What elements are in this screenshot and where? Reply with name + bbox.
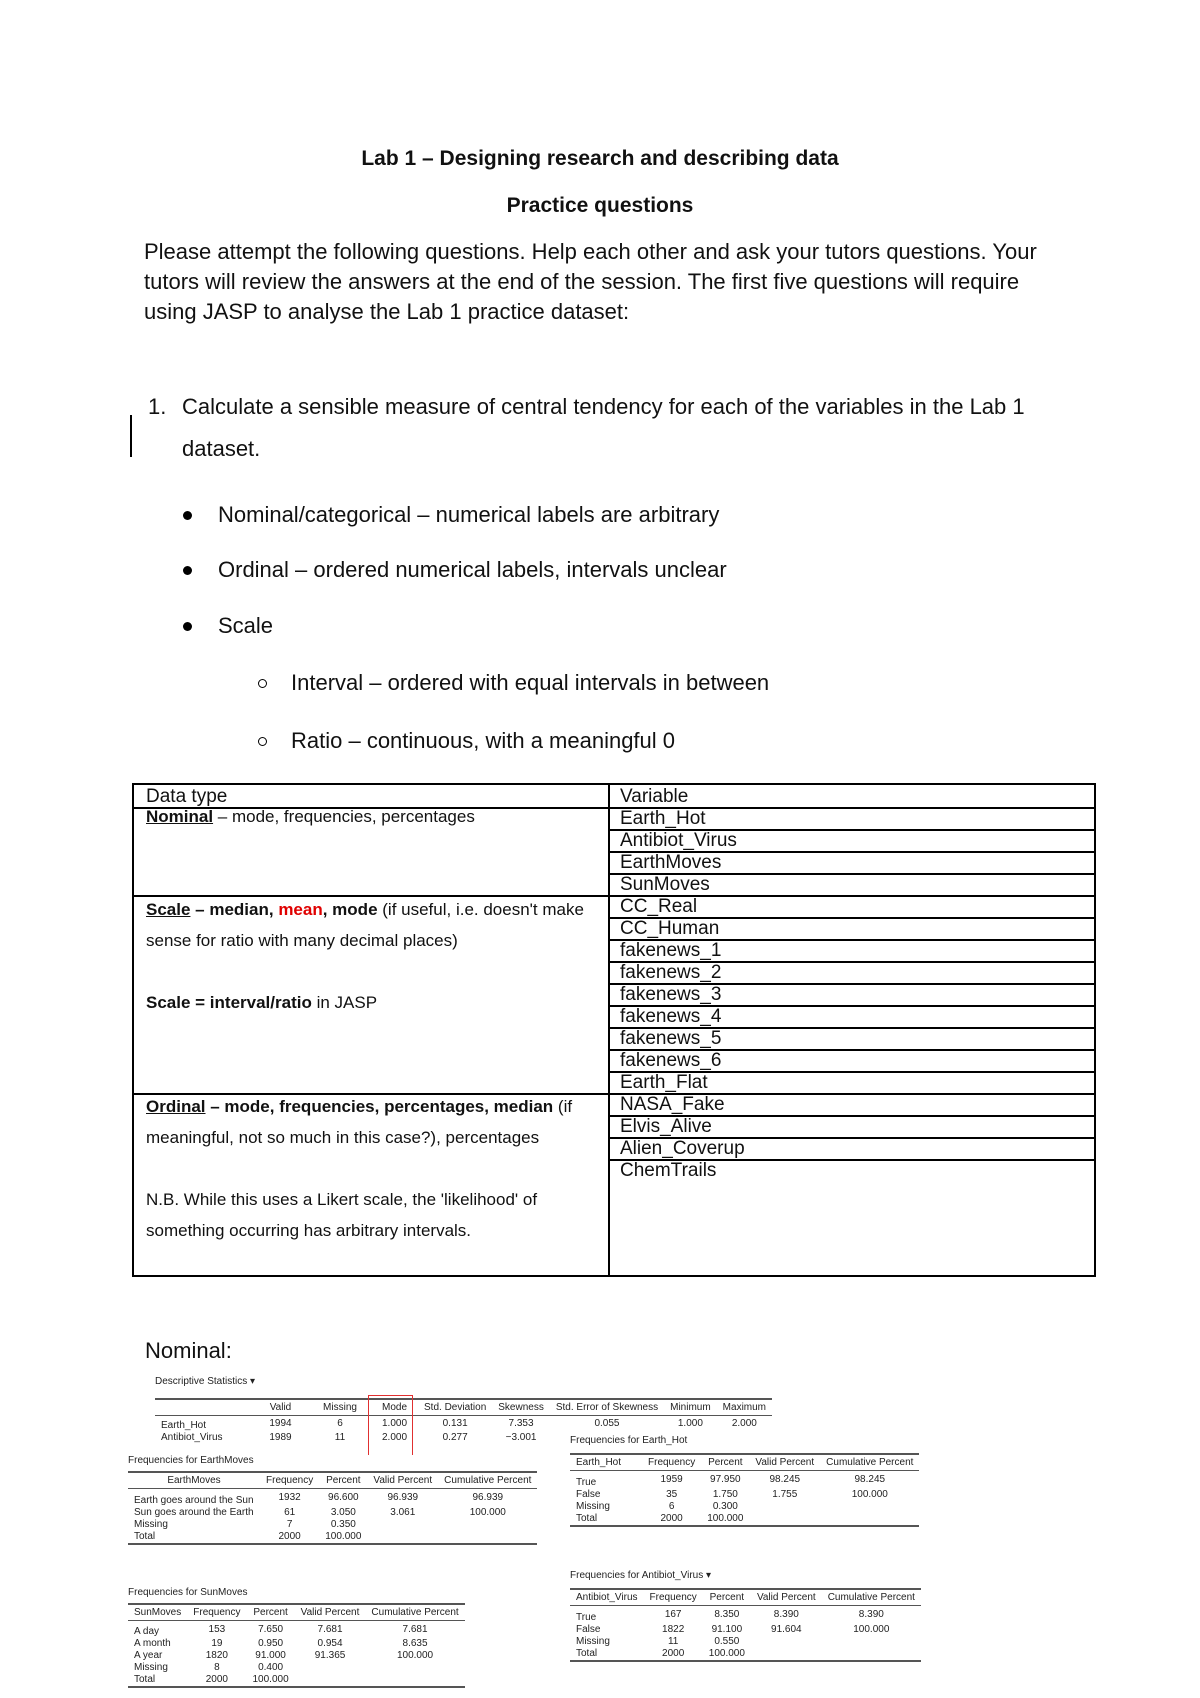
column-header: Missing (309, 1399, 371, 1416)
table-cell: 96.600 (328, 1492, 359, 1503)
table-cell: Earth goes around the Sun (134, 1495, 254, 1506)
nominal-description (146, 806, 596, 828)
table-row (570, 1648, 921, 1661)
frequencies-earthmoves-table (128, 1455, 548, 1565)
table-cell: 91.100 (711, 1624, 743, 1635)
table-cell: 167 (664, 1609, 682, 1620)
table-cell: 96.939 (387, 1492, 419, 1503)
column-header: Earth_Hot (570, 1454, 642, 1471)
nominal-heading: Nominal: (145, 1338, 232, 1363)
table-cell: 100.000 (396, 1650, 434, 1661)
table-cell: 0.131 (442, 1418, 468, 1429)
table-cell (822, 1648, 921, 1661)
table-cell: 91.365 (314, 1650, 346, 1661)
table-cell: 1822 (662, 1624, 685, 1635)
column-header: Minimum (664, 1399, 717, 1416)
table-row (128, 1489, 537, 1508)
table-cell: Total (128, 1531, 260, 1544)
table-cell: Sun goes around the Earth (134, 1507, 254, 1518)
column-header: Valid Percent (295, 1604, 366, 1621)
table-cell: 91.000 (255, 1650, 286, 1661)
bullet-label: Ordinal – ordered numerical labels, intervals unclear (218, 557, 727, 582)
scale-label: Scale (146, 900, 191, 919)
table-cell: 2000 (260, 1531, 319, 1544)
header-variable: Variable (620, 786, 689, 807)
table-cell: Missing (576, 1501, 610, 1512)
column-header: Std. Deviation (418, 1399, 492, 1416)
table-cell: 1.755 (772, 1489, 798, 1500)
column-header: Antibiot_Virus (570, 1589, 644, 1606)
variable-name: Earth_Flat (620, 1072, 708, 1093)
variable-name: CC_Human (620, 918, 720, 939)
variable-name: fakenews_6 (620, 1050, 722, 1071)
table-row (570, 1471, 919, 1490)
ordinal-label: Ordinal (146, 1097, 206, 1116)
table-cell (295, 1662, 366, 1674)
column-header: Frequency (644, 1589, 703, 1606)
table-cell: 11 (334, 1432, 346, 1443)
table-cell: Total (570, 1648, 644, 1661)
table-cell: 0.055 (594, 1418, 620, 1429)
variable-name: EarthMoves (620, 852, 722, 873)
table-cell: 0.277 (442, 1432, 468, 1443)
table-row (128, 1621, 465, 1639)
column-header: Cumulative Percent (822, 1589, 921, 1606)
table-cell: 61 (284, 1507, 296, 1518)
column-header: Frequency (187, 1604, 246, 1621)
column-header: Cumulative Percent (438, 1472, 537, 1489)
bullet-dot-icon (183, 622, 192, 631)
table-cell (365, 1674, 464, 1687)
table-cell: Missing (576, 1636, 610, 1647)
table-cell (751, 1636, 822, 1648)
column-header: Cumulative Percent (820, 1454, 919, 1471)
table-row (128, 1638, 465, 1650)
question-number: 1. (148, 394, 167, 419)
table-divider (608, 785, 610, 1275)
scale-note (146, 987, 596, 1018)
table-cell: 8.390 (773, 1609, 799, 1620)
scale-note-bold: Scale = interval/ratio (146, 993, 312, 1012)
table-cell: 35 (666, 1489, 678, 1500)
table-cell: 1932 (278, 1492, 301, 1503)
table-row (128, 1507, 537, 1519)
table-cell: −3.001 (505, 1432, 537, 1443)
bullet-circle-icon (258, 679, 267, 688)
table-cell (820, 1501, 919, 1513)
nominal-label: Nominal (146, 807, 214, 826)
table-row (128, 1531, 537, 1544)
column-header: Percent (319, 1472, 367, 1489)
table-cell (751, 1648, 822, 1661)
sub-bullet-label: Interval – ordered with equal intervals in between (291, 670, 770, 695)
table-cell: Missing (134, 1662, 168, 1673)
bullet-dot-icon (183, 566, 192, 575)
table-cell: Total (128, 1674, 187, 1687)
table-cell: 1994 (269, 1418, 292, 1429)
bullet-circle-icon (258, 737, 267, 746)
table-cell: 100.000 (247, 1674, 295, 1687)
table-row (155, 1416, 772, 1433)
table-cell: 1.750 (712, 1489, 738, 1500)
table-cell: 1820 (205, 1650, 228, 1661)
table-cell (820, 1513, 919, 1526)
table-cell: 6 (668, 1501, 675, 1512)
intro-paragraph: Please attempt the following questions. Help each other and ask your tutors questions. Your tutors will review the answers at the end of the session. The first five questions will require using JASP to analyse the Lab 1 practice dataset: (144, 239, 1037, 324)
table-cell: Total (570, 1513, 642, 1526)
mode-highlight-box (368, 1395, 413, 1457)
column-header: Cumulative Percent (365, 1604, 464, 1621)
table-row (570, 1501, 919, 1513)
column-header: Percent (701, 1454, 749, 1471)
table-cell: 8 (214, 1662, 220, 1673)
table-cell: 153 (208, 1623, 226, 1635)
variable-name: SunMoves (620, 874, 710, 895)
table-cell: 7.681 (402, 1623, 428, 1635)
column-header: Std. Error of Skewness (550, 1399, 664, 1416)
variable-name: ChemTrails (620, 1160, 717, 1181)
table-cell: 0.400 (258, 1662, 284, 1673)
page-title: Lab 1 – Designing research and describing data (361, 147, 839, 170)
column-header: EarthMoves (128, 1472, 260, 1489)
table-cell: A year (134, 1650, 163, 1661)
question-1 (148, 386, 1098, 476)
table-cell: 19 (211, 1638, 223, 1649)
scale-note-rest: in JASP (311, 993, 378, 1012)
table-cell: 2000 (187, 1674, 246, 1687)
table-cell: 1989 (269, 1432, 292, 1443)
table-cell: 3.050 (330, 1507, 356, 1518)
table-cell (749, 1501, 820, 1513)
column-header: Frequency (260, 1472, 319, 1489)
table-cell: 0.350 (330, 1519, 356, 1530)
table-cell: 100.000 (469, 1507, 506, 1518)
table-caption: Frequencies for Earth_Hot (570, 1435, 688, 1446)
table-cell: 2000 (644, 1648, 703, 1661)
table-cell (438, 1519, 537, 1531)
table-cell (438, 1531, 537, 1544)
variable-name: fakenews_5 (620, 1028, 722, 1049)
table-cell: 98.245 (854, 1474, 886, 1485)
table-cell: 6 (337, 1418, 343, 1429)
table-cell: 0.954 (317, 1638, 343, 1649)
column-header: Percent (247, 1604, 295, 1621)
variable-name: fakenews_3 (620, 984, 722, 1005)
variable-name: fakenews_4 (620, 1006, 722, 1027)
variable-name: Alien_Coverup (620, 1138, 745, 1159)
column-header: Valid Percent (751, 1589, 822, 1606)
table-cell (822, 1636, 921, 1648)
table-cell: 7.353 (508, 1418, 534, 1429)
table-cell (367, 1531, 438, 1544)
bullet-label: Nominal/categorical – numerical labels are arbitrary (218, 502, 720, 527)
page-subtitle: Practice questions (506, 194, 694, 217)
column-header (155, 1399, 252, 1416)
table-cell: False (576, 1624, 601, 1635)
table-row (570, 1489, 919, 1501)
table-caption: Frequencies for EarthMoves (128, 1455, 254, 1466)
ordinal-note: N.B. While this uses a Likert scale, the 'likelihood' of something occurring has arbitrary intervals. (146, 1190, 538, 1240)
table-cell: 100.000 (851, 1489, 888, 1500)
table-cell: Antibiot_Virus (161, 1432, 223, 1443)
table-cell: Earth_Hot (161, 1420, 207, 1431)
table-cell: 2.000 (381, 1432, 408, 1443)
nominal-rest: – mode, frequencies, percentages (213, 807, 475, 826)
column-header: Valid Percent (749, 1454, 820, 1471)
table-row (128, 1662, 465, 1674)
table-cell: 96.939 (472, 1492, 504, 1503)
table-cell: 91.604 (771, 1624, 802, 1635)
variable-name: Elvis_Alive (620, 1116, 712, 1137)
text-cursor (130, 415, 132, 457)
descriptives-caption: Descriptive Statistics ▾ (155, 1376, 256, 1387)
table-cell (367, 1519, 438, 1531)
table-row (128, 1650, 465, 1662)
table-caption: Frequencies for SunMoves (128, 1587, 248, 1598)
table-cell: 0.950 (258, 1638, 284, 1649)
table-cell: 8.390 (858, 1609, 884, 1620)
column-header: Percent (703, 1589, 751, 1606)
bullet-dot-icon (183, 511, 192, 520)
table-cell: Missing (134, 1519, 168, 1530)
table-cell: 0.300 (712, 1501, 738, 1512)
table-cell: 1.000 (381, 1418, 408, 1429)
table-row (570, 1636, 921, 1648)
data-type-table (132, 783, 1096, 1277)
frequencies-earth-hot-table (570, 1435, 970, 1545)
table-cell: A day (134, 1626, 160, 1637)
variable-name: fakenews_2 (620, 962, 722, 983)
header-data-type: Data type (146, 786, 228, 807)
table-cell: 1.000 (677, 1418, 703, 1429)
question-text: Calculate a sensible measure of central tendency for each of the variables in the Lab 1 dataset. (182, 394, 1025, 461)
table-cell: 100.000 (853, 1624, 890, 1635)
scale-description (146, 894, 596, 1018)
table-cell: True (576, 1612, 597, 1623)
table-cell: 2.000 (731, 1418, 757, 1429)
column-header: Valid Percent (367, 1472, 438, 1489)
column-header: Skewness (492, 1399, 550, 1416)
sub-bullet-label: Ratio – continuous, with a meaningful 0 (291, 728, 676, 753)
column-header: Mode (371, 1399, 418, 1416)
bullet-label: Scale (218, 613, 274, 638)
table-cell: 7 (286, 1519, 293, 1530)
table-cell: A month (134, 1638, 171, 1649)
table-row (570, 1513, 919, 1526)
column-header: SunMoves (128, 1604, 187, 1621)
table-cell: 100.000 (319, 1531, 367, 1544)
table-row (570, 1606, 921, 1625)
table-cell: 0.550 (714, 1636, 740, 1647)
table-cell: 3.061 (390, 1507, 416, 1518)
variable-name: CC_Real (620, 896, 698, 917)
table-cell (365, 1662, 464, 1674)
table-cell: 8.635 (402, 1638, 428, 1649)
variable-name: Earth_Hot (620, 808, 706, 829)
variable-name: Antibiot_Virus (620, 830, 737, 851)
table-row (570, 1624, 921, 1636)
table-cell: 97.950 (710, 1474, 741, 1485)
column-header: Maximum (717, 1399, 772, 1416)
table-cell: 98.245 (769, 1474, 801, 1485)
table-cell: 2000 (642, 1513, 701, 1526)
table-cell (749, 1513, 820, 1526)
table-cell: 7.681 (317, 1623, 343, 1635)
column-header: Valid (252, 1399, 309, 1416)
table-row (128, 1519, 537, 1531)
ordinal-description (146, 1091, 601, 1246)
scale-mode: , mode (322, 900, 378, 919)
ordinal-bold: – mode, frequencies, percentages, median (205, 1097, 554, 1116)
frequencies-antibiot-virus-table (570, 1570, 990, 1680)
variable-name: NASA_Fake (620, 1094, 725, 1115)
table-row (128, 1674, 465, 1687)
table-caption: Frequencies for Antibiot_Virus ▾ (570, 1570, 712, 1581)
column-header: Frequency (642, 1454, 701, 1471)
table-cell: 1959 (660, 1474, 683, 1485)
table-cell: 100.000 (701, 1513, 749, 1526)
variable-name: fakenews_1 (620, 940, 722, 961)
table-cell (295, 1674, 366, 1687)
table-cell: False (576, 1489, 601, 1500)
table-cell: 11 (667, 1636, 679, 1647)
scale-mean: mean (278, 900, 323, 919)
table-cell: 8.350 (714, 1609, 740, 1620)
ordinal-rest: (if meaningful, not so much in this case?), percentages (146, 1097, 573, 1147)
table-cell: True (576, 1477, 597, 1488)
frequencies-sunmoves-table (128, 1587, 488, 1697)
scale-rest: (if useful, i.e. doesn't make sense for ratio with many decimal places) (146, 900, 584, 950)
table-cell: 100.000 (703, 1648, 751, 1661)
scale-dash: – median, (190, 900, 279, 919)
table-cell: 7.650 (258, 1623, 284, 1635)
